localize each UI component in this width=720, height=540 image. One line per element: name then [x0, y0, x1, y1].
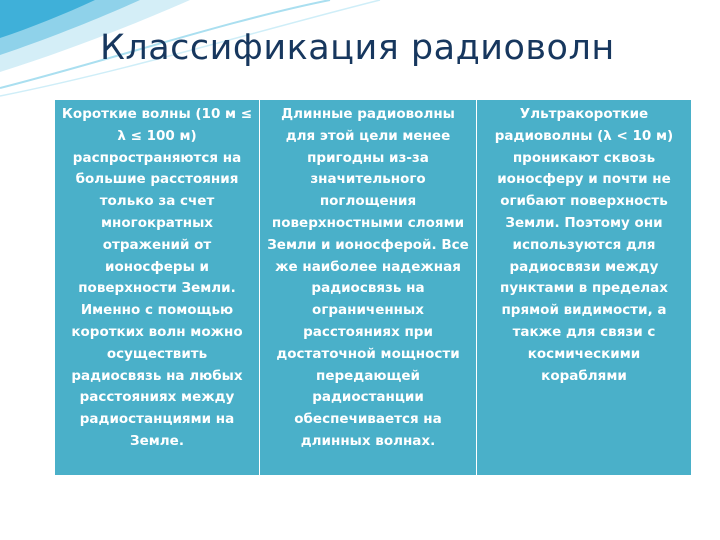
- table-cell-line: осуществить: [106, 345, 208, 362]
- table-cell-line: же наиболее надежная: [275, 258, 461, 275]
- table-cell-line: отражений от: [102, 236, 212, 253]
- table-cell-line: только за счет: [99, 193, 215, 210]
- table-cell-line: Именно с помощью: [80, 302, 234, 319]
- short-waves-column: [55, 100, 259, 475]
- table-cell-line: радиостанциями на: [79, 411, 235, 428]
- table-cell-line: также для связи с: [512, 323, 656, 340]
- table-cell-line: большие расстояния: [75, 171, 239, 188]
- table-cell-line: радиостанции: [312, 389, 424, 406]
- table-cell-line: длинных волнах.: [300, 432, 436, 449]
- table-cell-line: используются для: [512, 236, 656, 253]
- table-cell-line: поглощения: [319, 193, 417, 210]
- table-cell-line: радиосвязь на любых: [71, 367, 243, 384]
- table-cell-line: огибают поверхность: [500, 193, 668, 210]
- table-cell-line: радиосвязи между: [509, 258, 659, 275]
- table-cell-line: многократных: [101, 214, 213, 231]
- table-cell-line: достаточной мощности: [276, 345, 460, 362]
- table-cell-line: Земли. Поэтому они: [505, 214, 663, 231]
- slide-title: Классификация радиоволн: [100, 28, 615, 68]
- table-cell-line: для этой цели менее: [285, 127, 451, 144]
- table-cell-line: Ультракороткие: [519, 106, 649, 122]
- table-cell-line: пригодны из-за: [307, 149, 429, 166]
- table-cell-line: λ ≤ 100 м): [117, 127, 197, 144]
- table-cell-line: поверхности Земли.: [78, 280, 236, 297]
- table-cell-line: значительного: [310, 171, 426, 188]
- ultrashort-waves-column: [476, 100, 691, 475]
- table-cell-line: пунктами в пределах: [500, 280, 668, 297]
- table-cell-line: кораблями: [541, 367, 627, 384]
- table-cell-line: расстояниях при: [303, 323, 433, 340]
- table-cell-line: прямой видимости, а: [501, 302, 667, 319]
- table-cell-line: проникают сквозь: [512, 149, 656, 166]
- table-cell-line: ионосферы и: [105, 258, 209, 275]
- table-cell-line: космическими: [527, 345, 641, 362]
- radio-waves-table: [55, 100, 691, 475]
- long-waves-column: [259, 100, 476, 475]
- table-cell-line: радиоволны (λ < 10 м): [494, 127, 674, 144]
- table-cell-line: ограниченных: [312, 302, 424, 319]
- table-cell-line: Короткие волны (10 м ≤: [61, 106, 253, 122]
- table-cell-line: Земле.: [130, 432, 184, 449]
- table-cell-line: поверхностными слоями: [271, 214, 465, 231]
- table-cell-line: ионосферу и почти не: [497, 171, 671, 188]
- table-cell-line: передающей: [316, 367, 420, 384]
- table-cell-line: распространяются на: [72, 149, 242, 166]
- table-cell-line: радиосвязь на: [311, 280, 425, 297]
- table-cell-line: коротких волн можно: [71, 323, 243, 340]
- table-cell-line: Земли и ионосферой. Все: [267, 236, 469, 253]
- table-cell-line: Длинные радиоволны: [281, 106, 455, 122]
- table-cell-line: расстояниях между: [79, 389, 235, 406]
- table-cell-line: обеспечивается на: [294, 411, 442, 428]
